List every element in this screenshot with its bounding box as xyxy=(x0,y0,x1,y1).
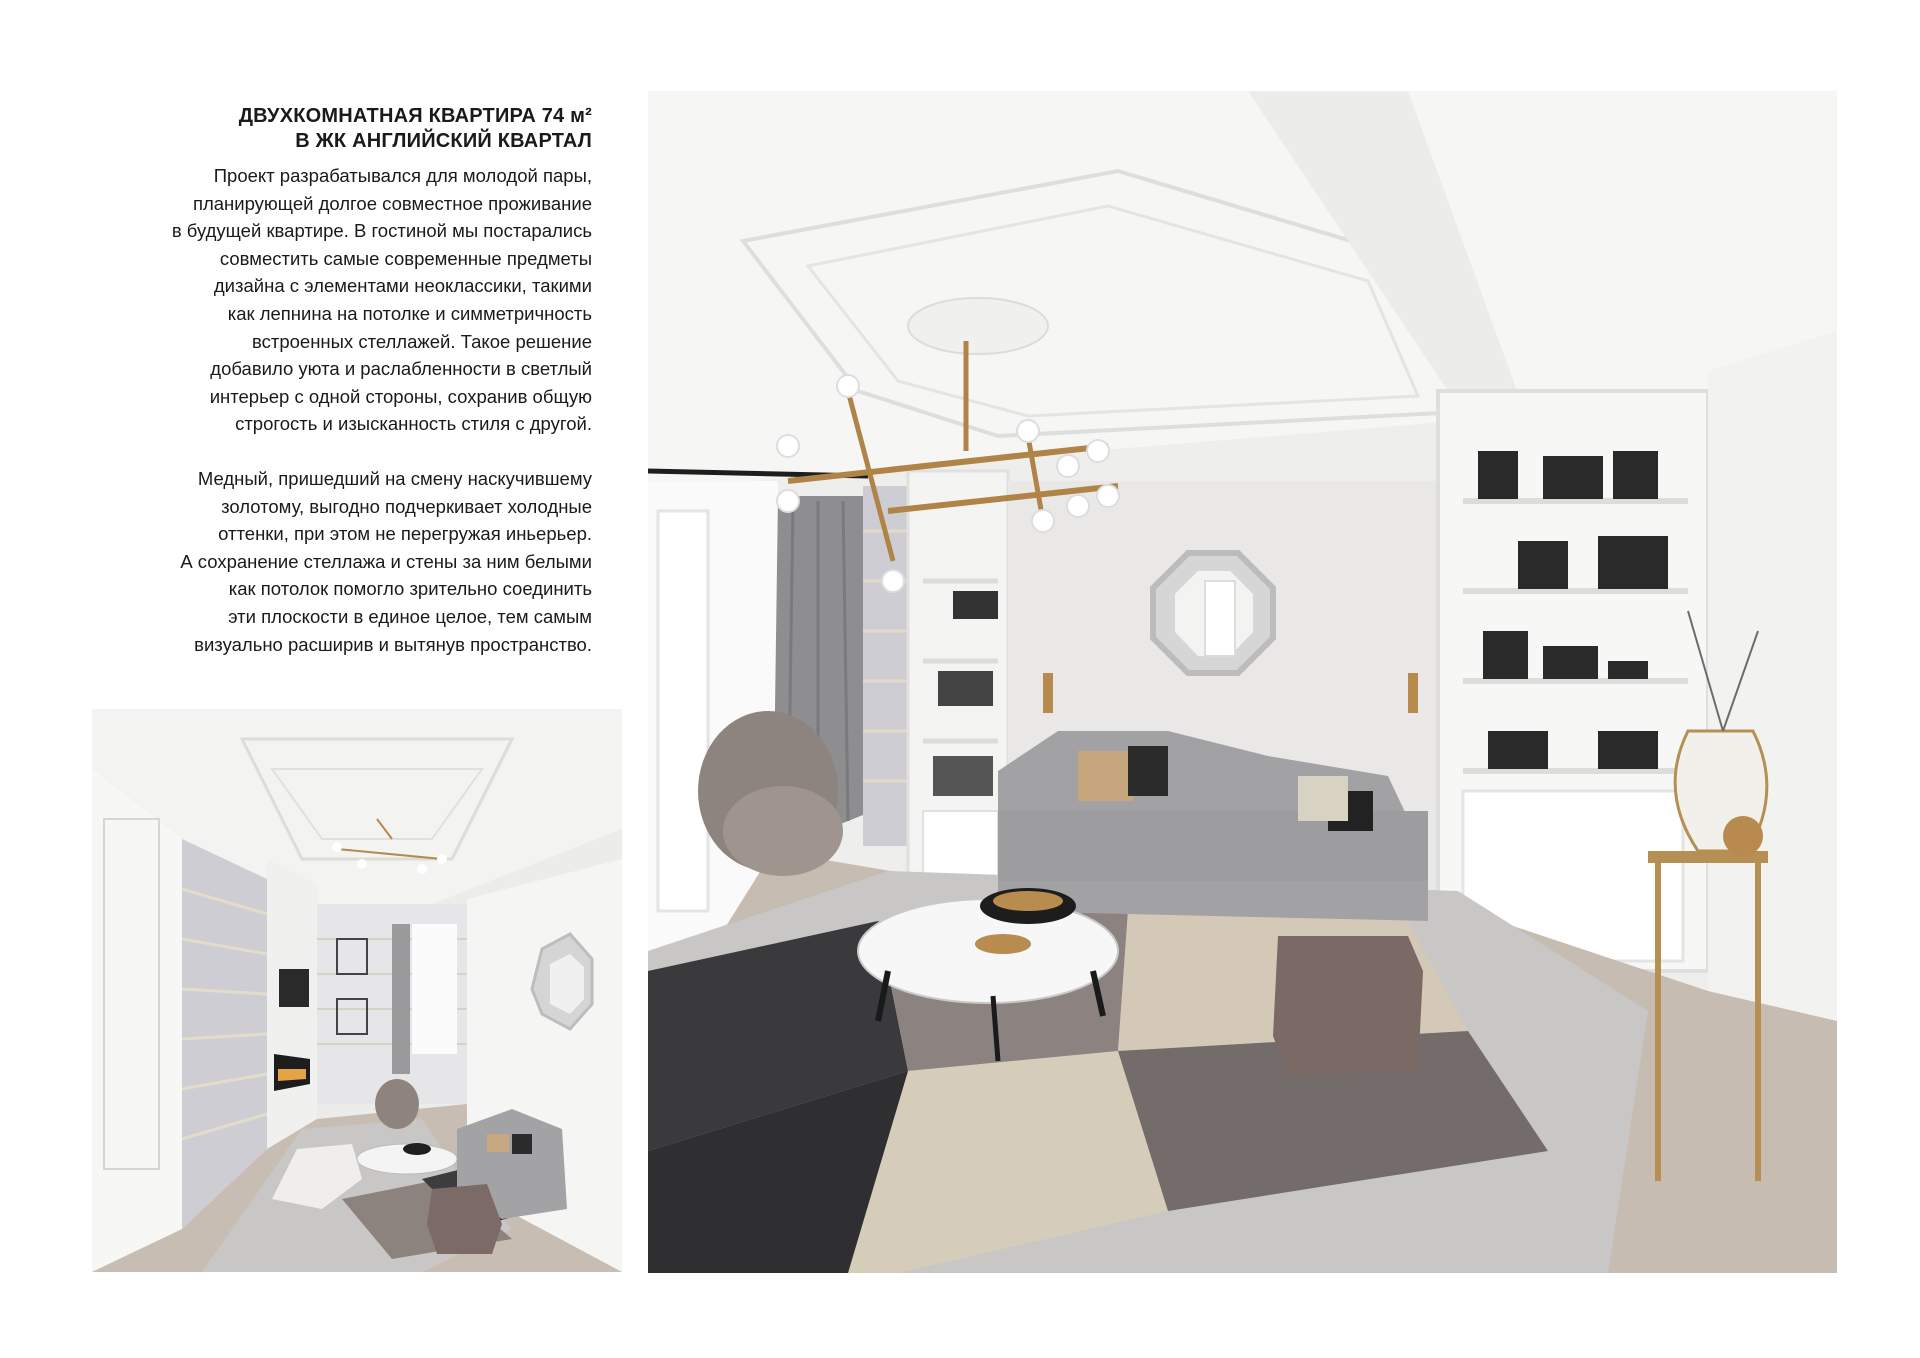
article-title xyxy=(90,104,592,154)
p1-line: добавило уюта и раслабленности в светлый xyxy=(210,358,592,380)
p1-line: встроенных стеллажей. Такое решение xyxy=(251,330,592,352)
p2-line: эти плоскости в единое целое, тем самым xyxy=(228,605,592,627)
paragraph-2 xyxy=(90,465,592,658)
p2-line: визуально расширив и вытянув пространство. xyxy=(194,633,592,655)
p1-line: Проект разрабатывался для молодой пары, xyxy=(213,165,592,186)
p2-line: как потолок помогло зрительно соединить xyxy=(228,578,592,600)
main-interior-photo xyxy=(648,91,1837,1273)
article-text xyxy=(90,104,592,658)
p1-line: как лепнина на потолке и симметричность xyxy=(227,302,592,324)
living-room-illustration xyxy=(648,91,1837,1273)
p2-line: А сохранение стеллажа и стены за ним белыми xyxy=(180,550,592,572)
title-line-2: В ЖК АНГЛИЙСКИЙ КВАРТАЛ xyxy=(295,130,592,152)
fireplace-view-illustration xyxy=(92,709,622,1272)
title-line-1: ДВУХКОМНАТНАЯ КВАРТИРА 74 м² xyxy=(238,105,592,127)
p1-line: в будущей квартире. В гостиной мы постарались xyxy=(171,220,592,242)
p1-line: планирующей долгое совместное проживание xyxy=(192,192,592,214)
secondary-interior-photo xyxy=(92,709,622,1272)
p2-line: оттенки, при этом не перегружая иньерьер. xyxy=(218,523,592,545)
p2-line: Медный, пришедший на смену наскучившему xyxy=(197,467,592,489)
p1-line: совместить самые современные предметы xyxy=(219,247,592,269)
p2-line: золотому, выгодно подчеркивает холодные xyxy=(221,495,592,517)
paragraph-1 xyxy=(90,162,592,438)
p1-line: строгость и изысканность стиля с другой. xyxy=(235,413,592,435)
p1-line: дизайна с элементами неоклассики, такими xyxy=(213,275,592,297)
p1-line: интерьер с одной стороны, сохранив общую xyxy=(209,385,592,407)
